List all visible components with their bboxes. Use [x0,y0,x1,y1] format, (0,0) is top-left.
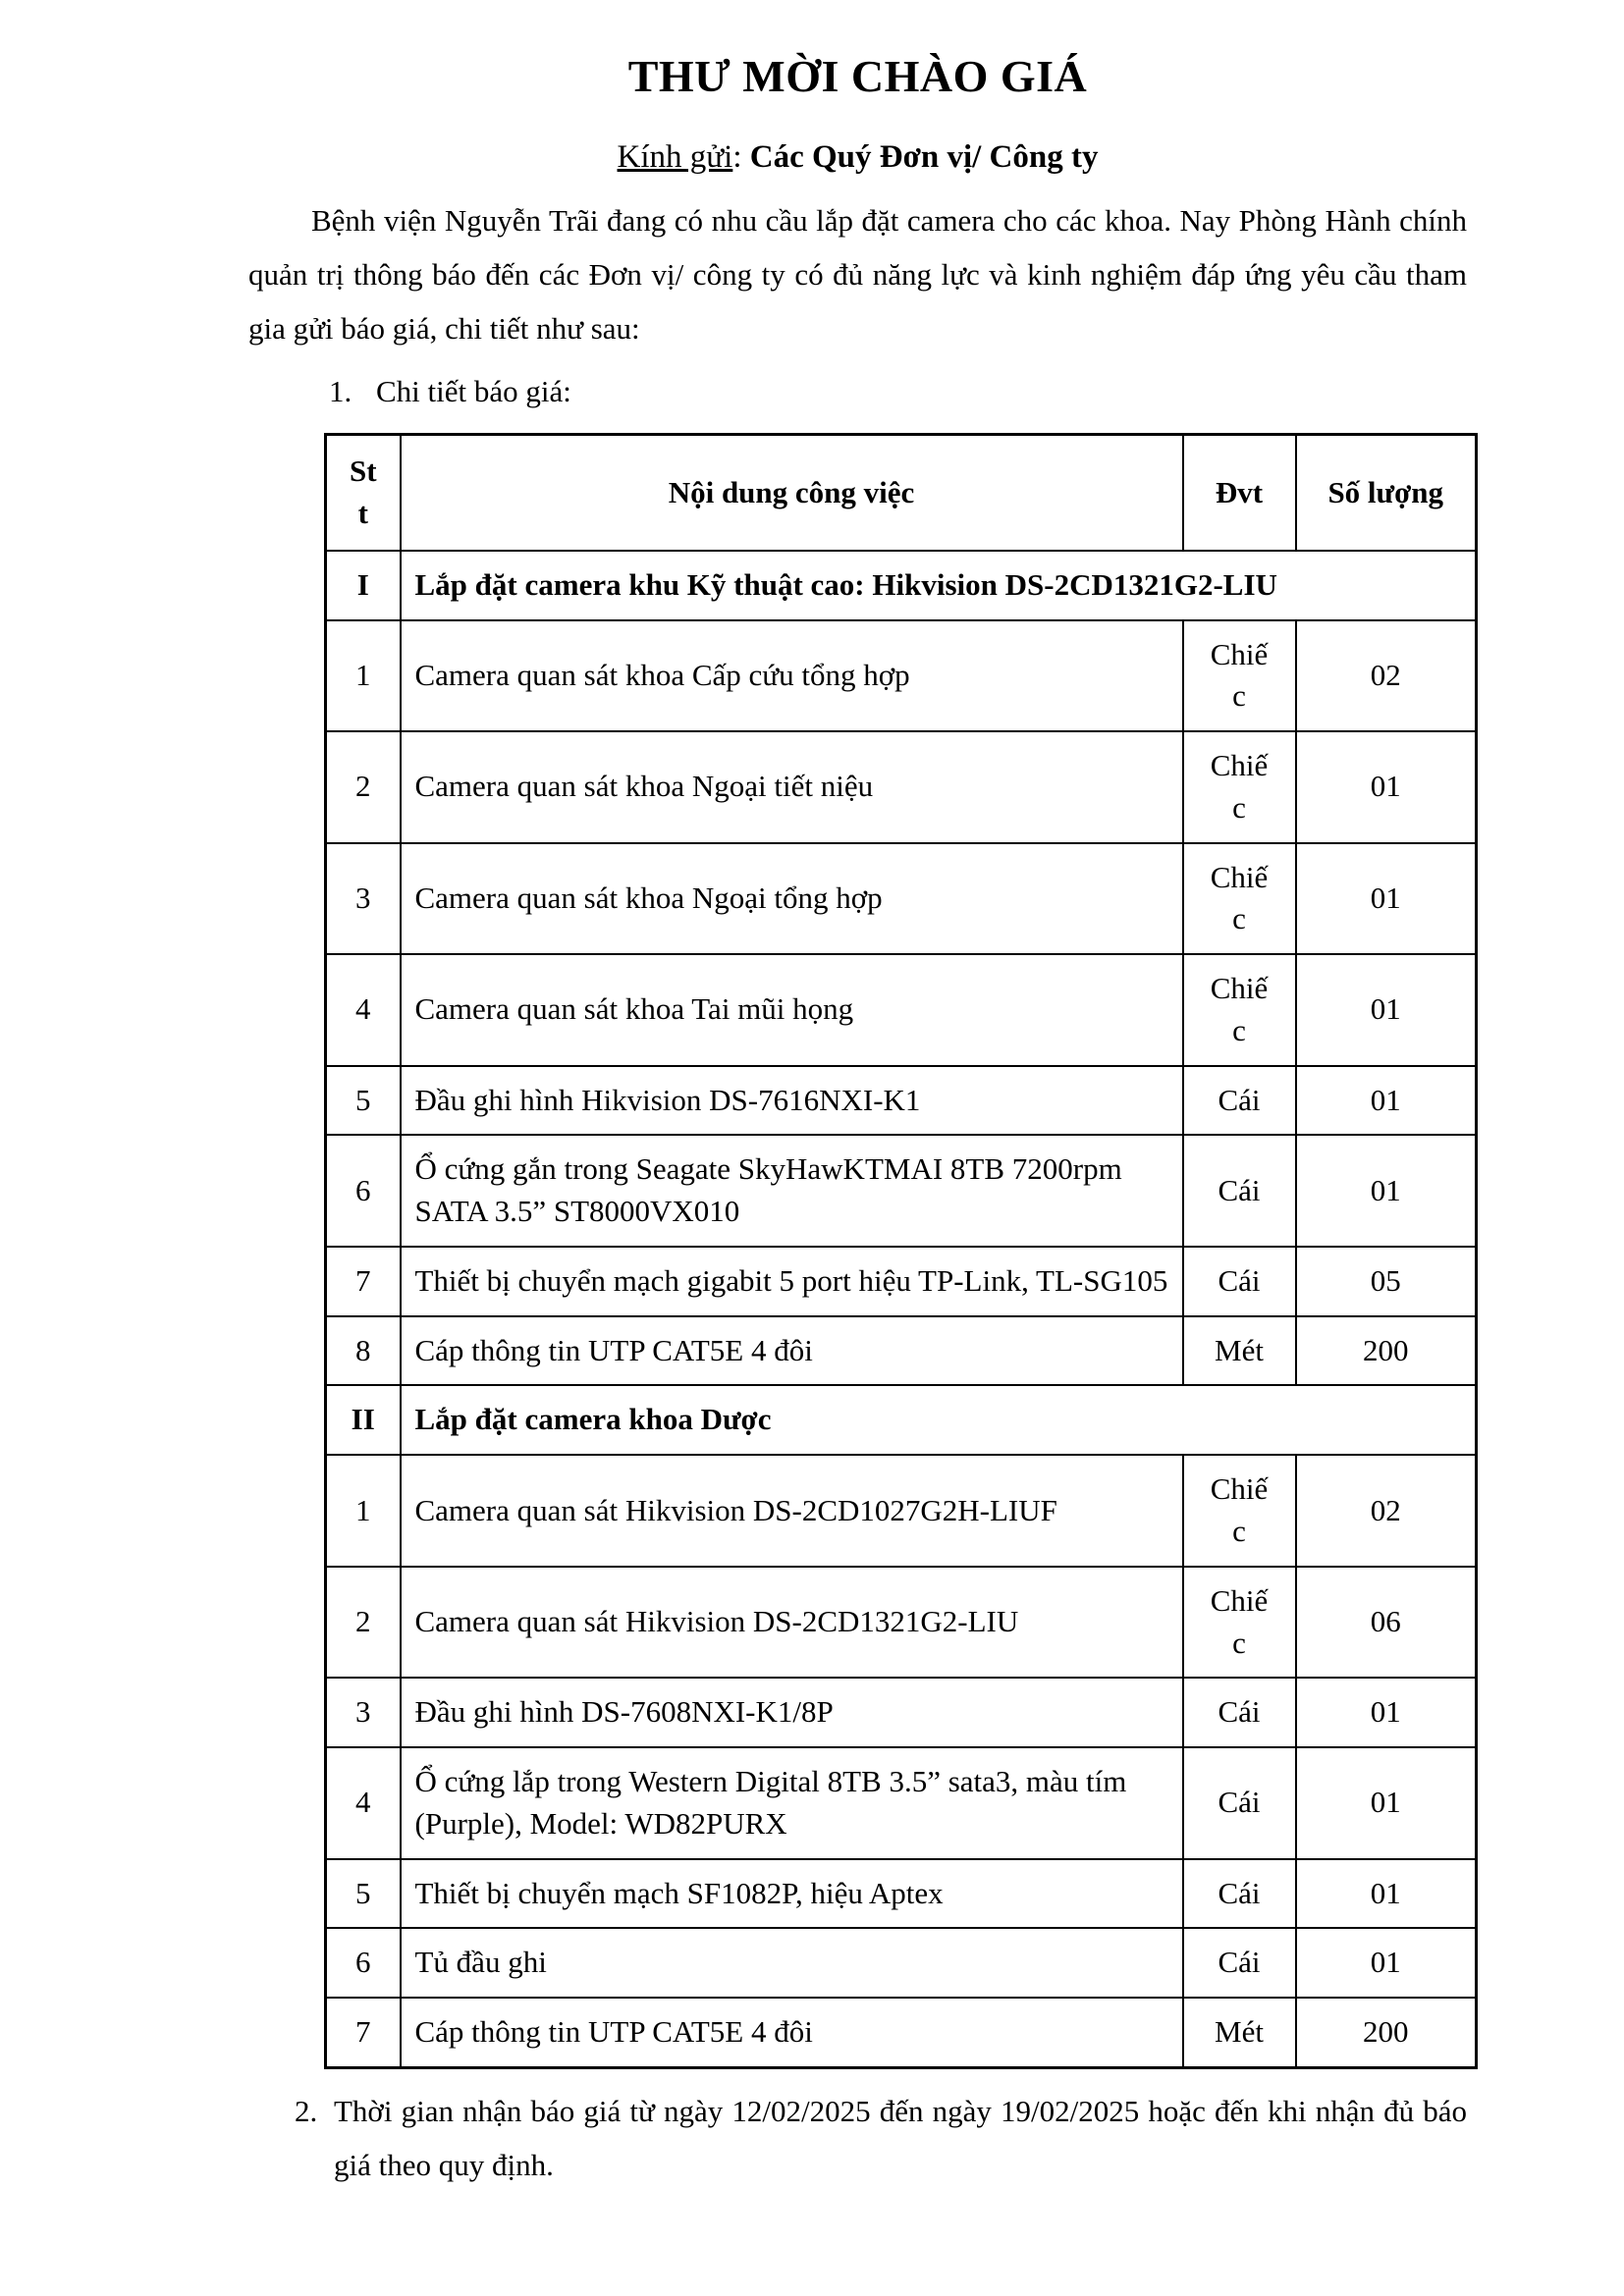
dvt-cell: Chiếc [1183,1455,1296,1567]
qty-cell: 200 [1296,1316,1477,1386]
intro-paragraph: Bệnh viện Nguyễn Trãi đang có nhu cầu lắp đặt camera cho các khoa. Nay Phòng Hành chính quản trị thông báo đến các Đơn vị/ công ty có đủ năng lực và kinh nghiệm đáp ứng yêu cầu tham gia gửi báo giá, chi tiết như sau: [248,202,1467,346]
content-cell: Đầu ghi hình DS-7608NXI-K1/8P [401,1678,1183,1747]
table-row [326,954,1477,1066]
qty-cell: 06 [1296,1567,1477,1679]
table-row [326,1316,1477,1386]
content-cell: Camera quan sát Hikvision DS-2CD1321G2-LIU [401,1567,1183,1679]
stt-cell: 8 [326,1316,401,1386]
content-cell: Camera quan sát Hikvision DS-2CD1027G2H-LIUF [401,1455,1183,1567]
dvt-cell: Cái [1183,1135,1296,1247]
table-row [326,1455,1477,1567]
stt-cell: 4 [326,1747,401,1859]
dvt-cell: Chiếc [1183,620,1296,732]
stt-cell: 1 [326,1455,401,1567]
stt-cell: 3 [326,1678,401,1747]
list-item-2 [295,2085,1467,2193]
dvt-cell: Mét [1183,1316,1296,1386]
table-row [326,1066,1477,1136]
qty-cell: 02 [1296,620,1477,732]
dvt-cell: Chiếc [1183,843,1296,955]
content-cell: Thiết bị chuyển mạch gigabit 5 port hiệu TP-Link, TL-SG105 [401,1247,1183,1316]
content-cell: Ổ cứng lắp trong Western Digital 8TB 3.5” sata3, màu tím (Purple), Model: WD82PURX [401,1747,1183,1859]
table-header-row [326,435,1477,551]
stt-cell: 2 [326,1567,401,1679]
dvt-cell: Cái [1183,1928,1296,1998]
header-cell-dvt: Đvt [1183,435,1296,551]
content-cell: Cáp thông tin UTP CAT5E 4 đôi [401,1998,1183,2067]
content-cell: Cáp thông tin UTP CAT5E 4 đôi [401,1316,1183,1386]
dvt-cell: Chiếc [1183,954,1296,1066]
qty-cell: 02 [1296,1455,1477,1567]
content-cell: Camera quan sát khoa Ngoại tiết niệu [401,731,1183,843]
section-row [326,1385,1477,1455]
section-row [326,551,1477,620]
salutation-colon: : [732,138,750,175]
dvt-cell: Cái [1183,1247,1296,1316]
qty-cell: 05 [1296,1247,1477,1316]
table-row [326,1247,1477,1316]
dvt-cell: Cái [1183,1066,1296,1136]
content-cell: Camera quan sát khoa Tai mũi họng [401,954,1183,1066]
dvt-cell: Chiếc [1183,731,1296,843]
stt-cell: II [326,1385,401,1455]
table-row [326,620,1477,732]
content-cell: Đầu ghi hình Hikvision DS-7616NXI-K1 [401,1066,1183,1136]
salutation-line [248,136,1467,179]
table-row [326,731,1477,843]
qty-cell: 01 [1296,1859,1477,1929]
table-row [326,843,1477,955]
page-title: THƯ MỜI CHÀO GIÁ [627,51,1088,101]
table-row [326,1135,1477,1247]
content-cell: Camera quan sát khoa Ngoại tổng hợp [401,843,1183,955]
list-item-1 [329,365,1467,419]
section-title-cell: Lắp đặt camera khoa Dược [401,1385,1477,1455]
table-row [326,1678,1477,1747]
stt-cell: 7 [326,1247,401,1316]
dvt-cell: Mét [1183,1998,1296,2067]
stt-cell: 3 [326,843,401,955]
list-item-2-text: Thời gian nhận báo giá từ ngày 12/02/2025 đến ngày 19/02/2025 hoặc đến khi nhận đủ báo giá theo quy định. [334,2093,1467,2182]
stt-cell: 2 [326,731,401,843]
dvt-cell: Chiếc [1183,1567,1296,1679]
header-cell-content: Nội dung công việc [401,435,1183,551]
qty-cell: 01 [1296,843,1477,955]
qty-cell: 01 [1296,1135,1477,1247]
qty-cell: 01 [1296,1747,1477,1859]
dvt-cell: Cái [1183,1747,1296,1859]
table-row [326,1747,1477,1859]
table-row [326,1998,1477,2067]
content-cell: Thiết bị chuyển mạch SF1082P, hiệu Aptex [401,1859,1183,1929]
stt-cell: 5 [326,1859,401,1929]
stt-cell: 4 [326,954,401,1066]
content-cell: Camera quan sát khoa Cấp cứu tổng hợp [401,620,1183,732]
qty-cell: 200 [1296,1998,1477,2067]
table-row [326,1567,1477,1679]
stt-cell: 6 [326,1135,401,1247]
content-cell: Tủ đầu ghi [401,1928,1183,1998]
qty-cell: 01 [1296,1678,1477,1747]
header-cell-stt: Stt [326,435,401,551]
list-item-2-number: 2. [295,2093,318,2128]
dvt-cell: Cái [1183,1859,1296,1929]
content-cell: Ổ cứng gắn trong Seagate SkyHawKTMAI 8TB 7200rpm SATA 3.5” ST8000VX010 [401,1135,1183,1247]
stt-cell: 5 [326,1066,401,1136]
quote-table [324,433,1478,2069]
salutation-label: Kính gửi [617,138,733,175]
section-title-cell: Lắp đặt camera khu Kỹ thuật cao: Hikvision DS-2CD1321G2-LIU [401,551,1477,620]
stt-cell: I [326,551,401,620]
list-item-1-text: Chi tiết báo giá: [376,374,571,409]
quote-table-body [326,551,1477,2068]
qty-cell: 01 [1296,1066,1477,1136]
header-cell-qty: Số lượng [1296,435,1477,551]
stt-cell: 7 [326,1998,401,2067]
stt-cell: 1 [326,620,401,732]
qty-cell: 01 [1296,731,1477,843]
stt-cell: 6 [326,1928,401,1998]
qty-cell: 01 [1296,1928,1477,1998]
list-item-1-number: 1. [329,374,352,409]
dvt-cell: Cái [1183,1678,1296,1747]
table-row [326,1859,1477,1929]
qty-cell: 01 [1296,954,1477,1066]
salutation-recipient: Các Quý Đơn vị/ Công ty [749,138,1099,175]
table-row [326,1928,1477,1998]
